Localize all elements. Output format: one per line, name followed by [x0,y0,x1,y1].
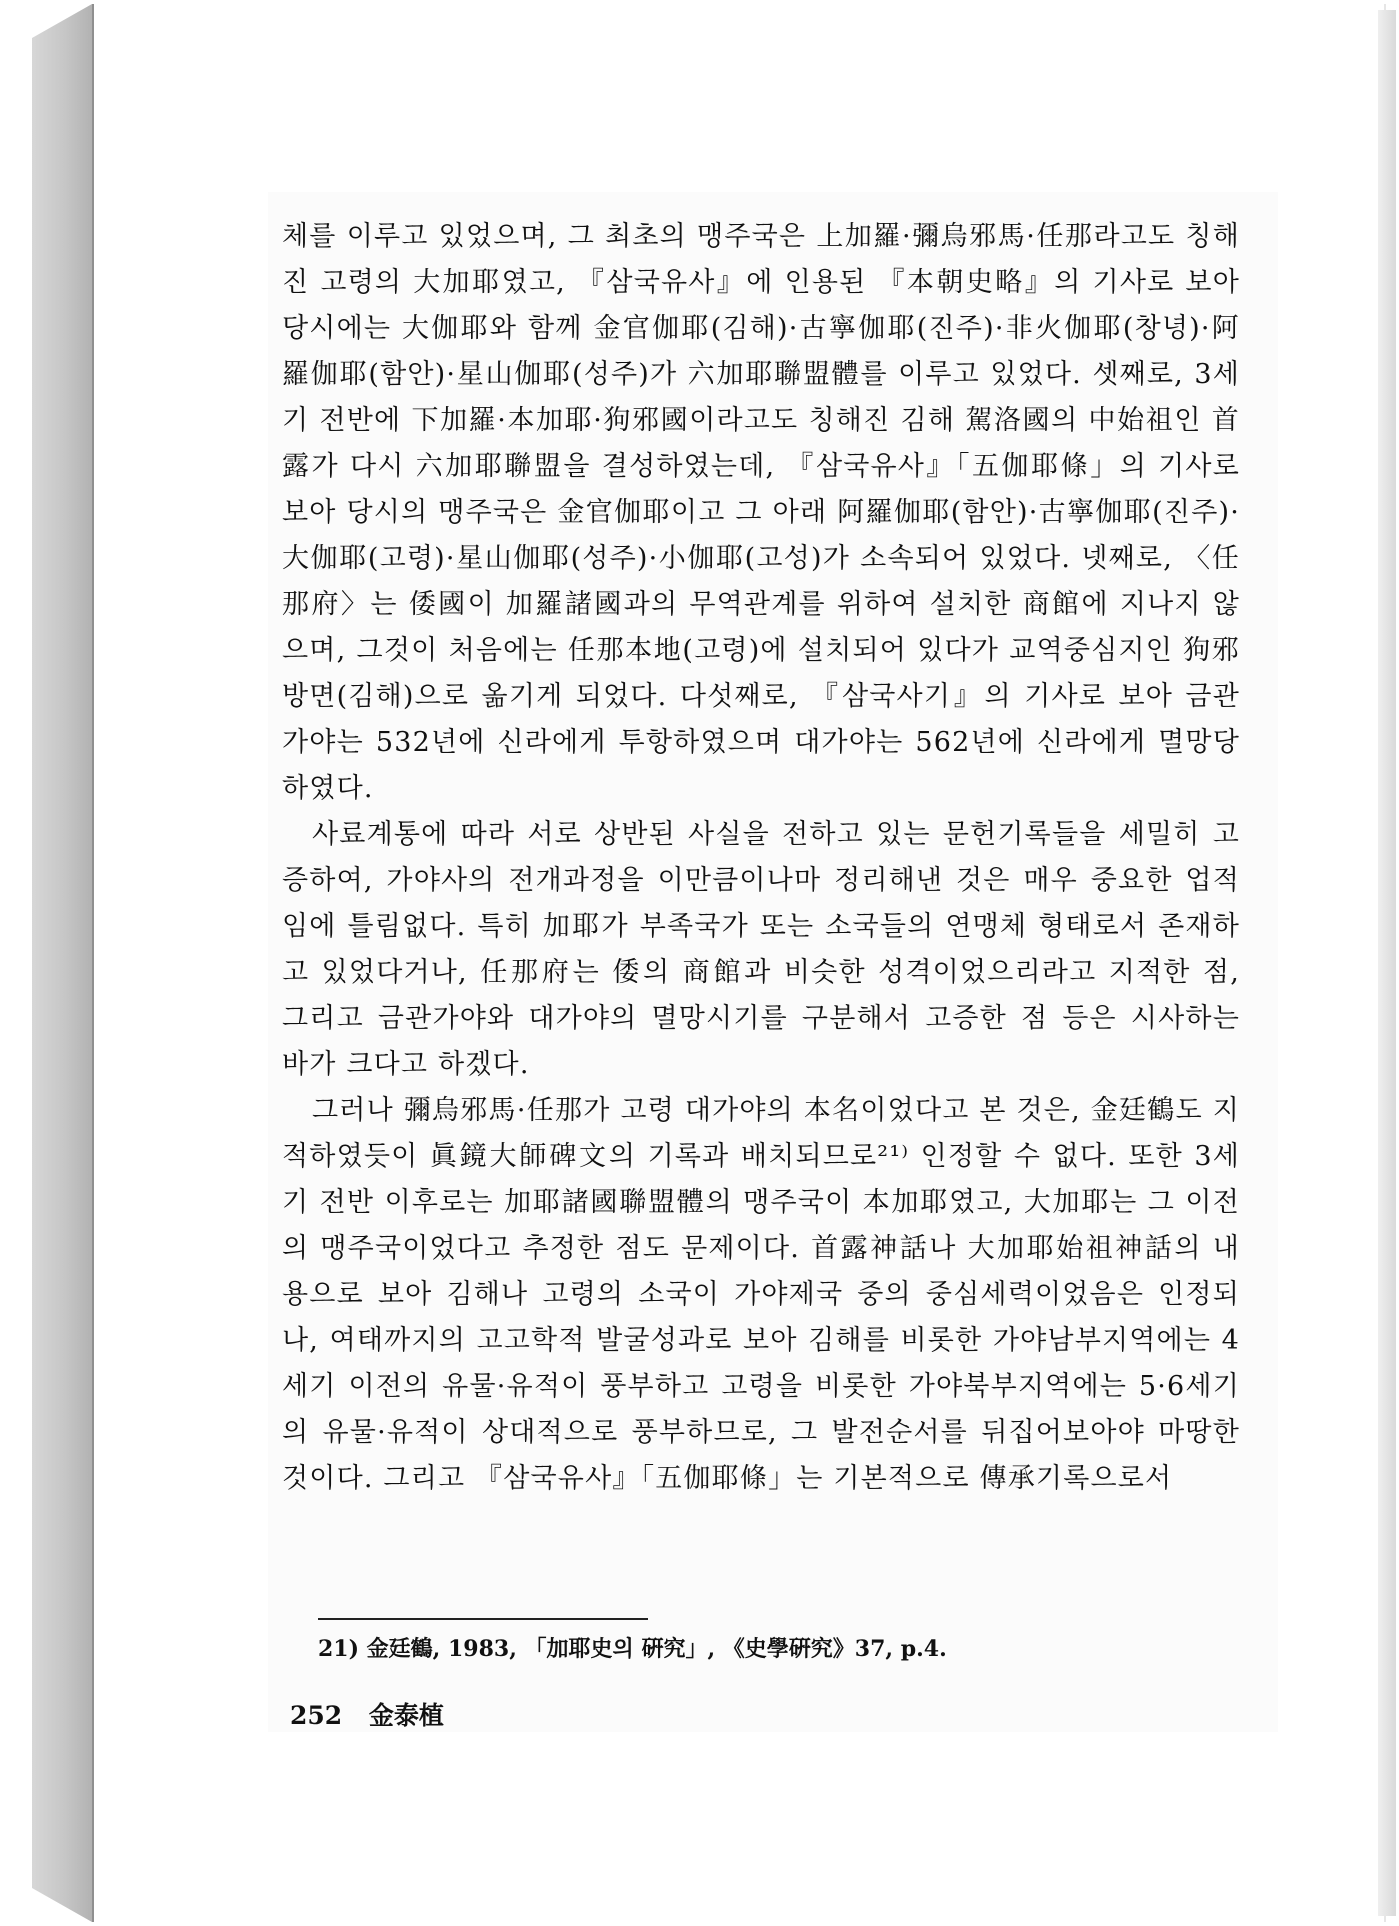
footnote-divider [318,1618,648,1620]
page-right-edge [1378,10,1396,1916]
paragraph-3: 그러나 彌烏邪馬·任那가 고령 대가야의 本名이었다고 본 것은, 金廷鶴도 지적하였듯이 眞鏡大師碑文의 기록과 배치되므로²¹⁾ 인정할 수 없다. 또한 3세기 전반 이후로는 加耶諸國聯盟體의 맹주국이 本加耶였고, 大加耶는 그 이전의 맹주국이었다고 추정한 점도 문제이다. 首露神話나 大加耶始祖神話의 내용으로 보아 김해나 고령의 소국이 가야제국 중의 중심세력이었음은 인정되나, 여태까지의 고고학적 발굴성과로 보아 김해를 비롯한 가야남부지역에는 4세기 이전의 유물·유적이 풍부하고 고령을 비롯한 가야북부지역에는 5·6세기의 유물·유적이 상대적으로 풍부하므로, 그 발전순서를 뒤집어보아야 마땅한 것이다. 그리고 『삼국유사』「五伽耶條」는 기본적으로 傳承기록으로서 [282,1095,1240,1494]
page-footer [290,1700,590,1732]
footnote-text: 21) 金廷鶴, 1983, 「加耶史의 硏究」, 《史學硏究》37, p.4. [318,1636,947,1662]
book-spine [32,4,92,1922]
paragraph-2: 사료계통에 따라 서로 상반된 사실을 전하고 있는 문헌기록들을 세밀히 고증하여, 가야사의 전개과정을 이만큼이나마 정리해낸 것은 매우 중요한 업적임에 틀림없다. 특히 加耶가 부족국가 또는 소국들의 연맹체 형태로서 존재하고 있었다거나, 任那府는 倭의 商館과 비슷한 성격이었으리라고 지적한 점, 그리고 금관가야와 대가야의 멸망시기를 구분해서 고증한 점 등은 시사하는 바가 크다고 하겠다. [282,819,1240,1080]
body-text [282,214,1240,1502]
page-number: 252 [290,1701,343,1730]
paragraph-1: 체를 이루고 있었으며, 그 최초의 맹주국은 上加羅·彌烏邪馬·任那라고도 칭해진 고령의 大加耶였고, 『삼국유사』에 인용된 『本朝史略』의 기사로 보아 당시에는 大伽耶와 함께 金官伽耶(김해)·古寧伽耶(진주)·非火伽耶(창녕)·阿羅伽耶(함안)·星山伽耶(성주)가 六加耶聯盟體를 이루고 있었다. 셋째로, 3세기 전반에 下加羅·本加耶·狗邪國이라고도 칭해진 김해 駕洛國의 中始祖인 首露가 다시 六加耶聯盟을 결성하였는데, 『삼국유사』「五伽耶條」의 기사로 보아 당시의 맹주국은 金官伽耶이고 그 아래 阿羅伽耶(함안)·古寧伽耶(진주)·大伽耶(고령)·星山伽耶(성주)·小伽耶(고성)가 소속되어 있었다. 넷째로, 〈任那府〉는 倭國이 加羅諸國과의 무역관계를 위하여 설치한 商館에 지나지 않으며, 그것이 처음에는 任那本地(고령)에 설치되어 있다가 교역중심지인 狗邪방면(김해)으로 옮기게 되었다. 다섯째로, 『삼국사기』의 기사로 보아 금관가야는 532년에 신라에게 투항하였으며 대가야는 562년에 신라에게 멸망당하였다. [282,221,1240,804]
author-name: 金泰植 [368,1701,444,1730]
